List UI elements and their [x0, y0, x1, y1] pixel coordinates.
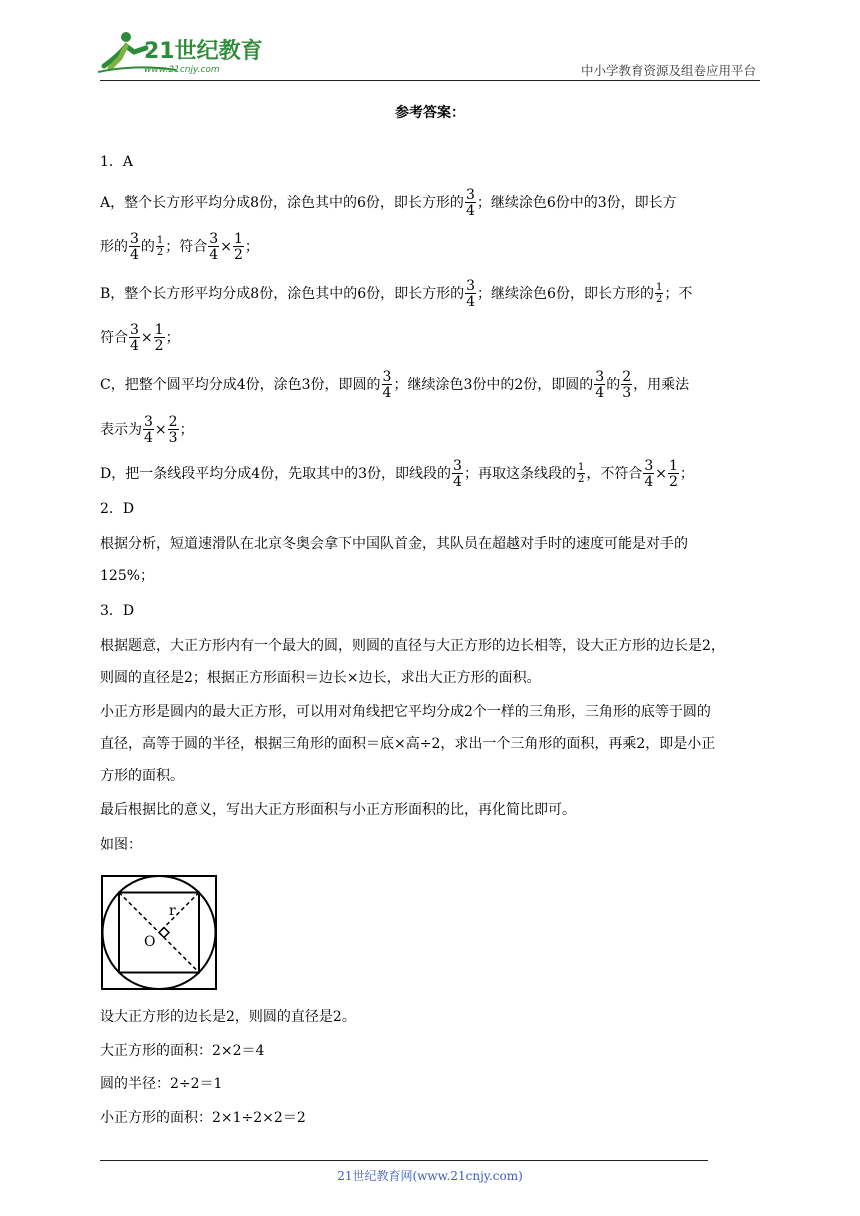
text-segment: ；: [244, 239, 259, 255]
q3-step4: 小正方形的面积：2×1÷2×2＝2: [100, 1110, 306, 1126]
q1-option-a-line2: [100, 232, 259, 262]
q3-p3: 最后根据比的意义，写出大正方形面积与小正方形面积的比，再化简比即可。: [100, 802, 576, 818]
q1-option-b-line2: [100, 323, 180, 353]
q3-p2-line3: 方形的面积。: [100, 768, 184, 784]
fraction-3-4: $\frac{3}{4}$: [130, 231, 139, 263]
text-segment: ；: [179, 422, 194, 438]
fraction-3-4: $\frac{3}{4}$: [466, 278, 476, 310]
q3-step2: 大正方形的面积：2×2＝4: [100, 1043, 265, 1059]
text-segment: ；继续涂色6份中的3份，即长方: [476, 195, 677, 211]
q1-option-c-line1: [100, 370, 689, 400]
footer-divider: [100, 1160, 708, 1161]
q2-line1: 根据分析，短道速滑队在北京冬奥会拿下中国队首金，其队员在超越对手时的速度可能是对手的: [100, 536, 688, 552]
q3-p2-line1: 小正方形是圆内的最大正方形，可以用对角线把它平均分成2个一样的三角形，三角形的底等于圆的: [100, 704, 711, 720]
page-title: 参考答案：: [395, 105, 465, 121]
q3-p1-line2: 则圆的直径是2；根据正方形面积＝边长×边长，求出大正方形的面积。: [100, 670, 541, 686]
page-header: [96, 28, 762, 82]
label-o: O: [144, 934, 156, 950]
fraction-3-4: $\frac{3}{4}$: [644, 458, 654, 490]
label-r: r: [169, 903, 176, 919]
fraction-3-4: $\frac{3}{4}$: [595, 369, 605, 401]
text-segment: B，整个长方形平均分成8份，涂色其中的6份，即长方形的: [100, 286, 465, 302]
text-segment: ；不: [664, 286, 693, 302]
header-divider: [100, 80, 760, 81]
text-segment: ；继续涂色3份中的2份，即圆的: [393, 377, 594, 393]
fraction-3-4: $\frac{3}{4}$: [130, 322, 139, 354]
q1-option-a-line1: [100, 188, 677, 218]
fraction-3-4: $\frac{3}{4}$: [144, 414, 153, 446]
q3-p2-line2: 直径，高等于圆的半径，根据三角形的面积＝底×高÷2，求出一个三角形的面积，再乘2，即是小正: [100, 736, 716, 752]
fraction-1-2: $\frac{1}{2}$: [655, 282, 663, 305]
q3-head: 3．D: [100, 603, 135, 619]
text-segment: 形的: [100, 239, 128, 255]
q1-head: 1．A: [100, 154, 134, 170]
fraction-3-4: $\frac{3}{4}$: [465, 187, 475, 219]
text-segment: ；符合: [165, 239, 208, 255]
logo-text: 21世纪教育: [144, 39, 263, 64]
text-segment: 表示为: [100, 422, 142, 438]
q2-head: 2．D: [100, 501, 135, 517]
fraction-2-3: $\frac{2}{3}$: [168, 414, 178, 446]
fraction-3-4: $\frac{3}{4}$: [382, 369, 392, 401]
q1-option-c-line2: [100, 415, 194, 445]
fraction-1-2: $\frac{1}{2}$: [233, 231, 243, 263]
radius-line: [159, 893, 199, 933]
fraction-1-2: $\frac{1}{2}$: [669, 458, 678, 490]
fraction-3-4: $\frac{3}{4}$: [453, 458, 462, 490]
text-segment: ，不符合: [586, 466, 643, 482]
text-segment: ；再取这条线段的: [463, 466, 576, 482]
fraction-1-2: $\frac{1}{2}$: [154, 322, 164, 354]
text-segment: ；: [165, 330, 180, 346]
site-logo[interactable]: [96, 28, 266, 78]
logo-url: www.21cnjy.com: [144, 65, 220, 75]
fraction-3-4: $\frac{3}{4}$: [209, 231, 219, 263]
fraction-2-3: $\frac{2}{3}$: [622, 369, 632, 401]
platform-name: 中小学教育资源及组卷应用平台: [580, 63, 756, 78]
right-angle-mark: [159, 928, 169, 938]
q2-line2: 125%；: [100, 568, 155, 584]
times-sign: ×: [220, 239, 232, 255]
q3-step1: 设大正方形的边长是2，则圆的直径是2。: [100, 1009, 356, 1025]
fraction-1-2: $\frac{1}{2}$: [156, 235, 164, 258]
text-segment: ；: [679, 466, 694, 482]
q3-figure-intro: 如图：: [100, 837, 142, 853]
text-segment: D，把一条线段平均分成4份，先取其中的3份，即线段的: [100, 466, 452, 482]
q1-option-d-line1: [100, 459, 694, 489]
q3-p1-line1: 根据题意，大正方形内有一个最大的圆，则圆的直径与大正方形的边长相等，设大正方形的边长是2，: [100, 638, 725, 654]
square-circle-figure: [100, 874, 220, 992]
times-sign: ×: [655, 466, 667, 482]
text-segment: A，整个长方形平均分成8份，涂色其中的6份，即长方形的: [100, 195, 464, 211]
text-segment: ；继续涂色6份，即长方形的: [477, 286, 654, 302]
times-sign: ×: [154, 422, 167, 438]
q1-option-b-line1: [100, 279, 692, 309]
text-segment: C，把整个圆平均分成4份，涂色3份，即圆的: [100, 377, 381, 393]
times-sign: ×: [140, 330, 153, 346]
runner-logo-icon: [96, 28, 266, 78]
text-segment: 符合: [100, 330, 128, 346]
text-segment: 的: [606, 377, 621, 393]
q3-step3: 圆的半径：2÷2＝1: [100, 1076, 223, 1092]
fraction-1-2: $\frac{1}{2}$: [577, 462, 585, 485]
text-segment: ，用乘法: [633, 377, 690, 393]
text-segment: 的: [140, 239, 155, 255]
footer-link[interactable]: 21世纪教育网(www.21cnjy.com): [337, 1169, 523, 1183]
